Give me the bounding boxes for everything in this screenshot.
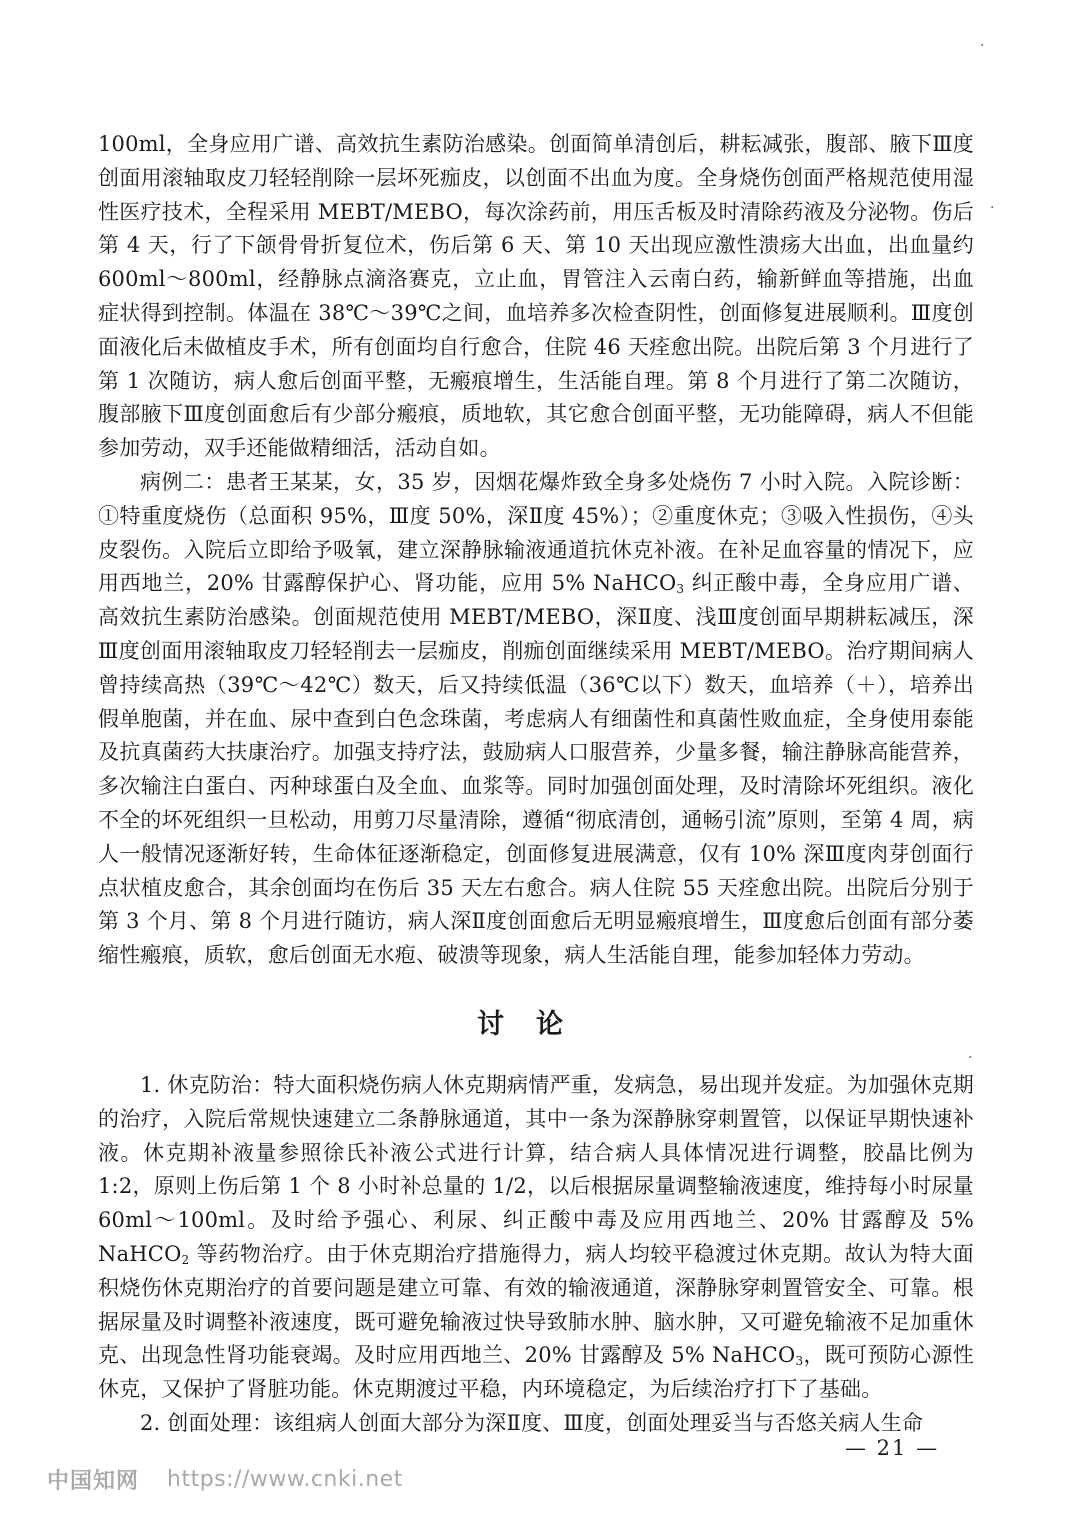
body-text [98,128,974,973]
watermark [47,1464,403,1495]
discussion-text [98,1069,974,1441]
case2-paragraph: 病例二：患者王某某，女，35 岁，因烟花爆炸致全身多处烧伤 7 小时入院。入院诊断：①特重度烧伤（总面积 95%，Ⅲ度 50%，深Ⅱ度 45%）；②重度休克；③吸入性损伤，④头皮裂伤。入院后立即给予吸氧，建立深静脉输液通道抗休克补液。在补足血容量的情况下，应用西地兰，20% 甘露醇保护心、肾功能，应用 5% NaHCO$_3$ 纠正酸中毒，全身应用广谱、高效抗生素防治感染。创面规范使用 MEBT/MEBO，深Ⅱ度、浅Ⅲ度创面早期耕耘减压，深Ⅲ度创面用滚轴取皮刀轻轻削去一层痂皮，削痂创面继续采用 MEBT/MEBO。治疗期间病人曾持续高热（39℃～42℃）数天，后又持续低温（36℃以下）数天，血培养（＋），培养出假单胞菌，并在血、尿中查到白色念珠菌，考虑病人有细菌性和真菌性败血症，全身使用泰能及抗真菌药大扶康治疗。加强支持疗法，鼓励病人口服营养，少量多餐，输注静脉高能营养，多次输注白蛋白、丙种球蛋白及全血、血浆等。同时加强创面处理，及时清除坏死组织。液化不全的坏死组织一旦松动，用剪刀尽量清除，遵循“彻底清创，通畅引流”原则，至第 4 周，病人一般情况逐渐好转，生命体征逐渐稳定，创面修复进展满意，仅有 10% 深Ⅲ度肉芽创面行点状植皮愈合，其余创面均在伤后 35 天左右愈合。病人住院 55 天痊愈出院。出院后分别于第 3 个月、第 8 个月进行随访，病人深Ⅱ度创面愈后无明显瘢痕增生，Ⅲ度愈后创面有部分萎缩性瘢痕，质软，愈后创面无水疱、破溃等现象，病人生活能自理，能参加轻体力劳动。 [98,469,974,968]
watermark-brand: 中国知网 [47,1469,140,1494]
page-number: — 21 — [845,1436,940,1460]
section-heading: 讨论 [477,1009,595,1040]
scan-speck: · [980,38,985,54]
scan-speck: · [990,200,995,216]
discussion-paragraph-1: 1. 休克防治：特大面积烧伤病人休克期病情严重，发病急，易出现并发症。为加强休克期的治疗，入院后常规快速建立二条静脉通道，其中一条为深静脉穿刺置管，以保证早期快速补液。休克期补液量参照徐氏补液公式进行计算，结合病人具体情况进行调整，胶晶比例为 1:2，原则上伤后第 1 个 8 小时补总量的 1/2，以后根据尿量调整输液速度，维持每小时尿量 60ml～100ml。及时给予强心、利尿、纠正酸中毒及应用西地兰、20% 甘露醇及 5% NaHCO$_2$ 等药物治疗。由于休克期治疗措施得力，病人均较平稳渡过休克期。故认为特大面积烧伤休克期治疗的首要问题是建立可靠、有效的输液通道，深静脉穿刺置管安全、可靠。根据尿量及时调整补液速度，既可避免输液过快导致肺水肿、脑水肿，又可避免输液不足加重休克、出现急性肾功能衰竭。及时应用西地兰、20% 甘露醇及 5% NaHCO$_3$，既可预防心源性休克，又保护了肾脏功能。休克期渡过平稳，内环境稳定，为后续治疗打下了基础。 [98,1073,974,1402]
case1-paragraph: 100ml，全身应用广谱、高效抗生素防治感染。创面简单清创后，耕耘减张，腹部、腋下Ⅲ度创面用滚轴取皮刀轻轻削除一层坏死痂皮，以创面不出血为度。全身烧伤创面严格规范使用湿性医疗技术，全程采用 MEBT/MEBO，每次涂药前，用压舌板及时清除药液及分泌物。伤后第 4 天，行了下颌骨骨折复位术，伤后第 6 天、第 10 天出现应激性溃疡大出血，出血量约 600ml～800ml，经静脉点滴洛赛克，立止血，胃管注入云南白药，输新鲜血等措施，出血症状得到控制。体温在 38℃～39℃之间，血培养多次检查阴性，创面修复进展顺利。Ⅲ度创面液化后未做植皮手术，所有创面均自行愈合，住院 46 天痊愈出院。出院后第 3 个月进行了第 1 次随访，病人愈后创面平整，无瘢痕增生，生活能自理。第 8 个月进行了第二次随访，腹部腋下Ⅲ度创面愈后有少部分瘢痕，质地软，其它愈合创面平整，无功能障碍，病人不但能参加劳动，双手还能做精细活，活动自如。 [98,132,974,461]
watermark-url: https://www.cnki.net [167,1467,403,1492]
discussion-paragraph-2: 2. 创面处理：该组病人创面大部分为深Ⅱ度、Ⅲ度，创面处理妥当与否悠关病人生命 [140,1410,924,1435]
scan-speck: · [968,1050,973,1066]
